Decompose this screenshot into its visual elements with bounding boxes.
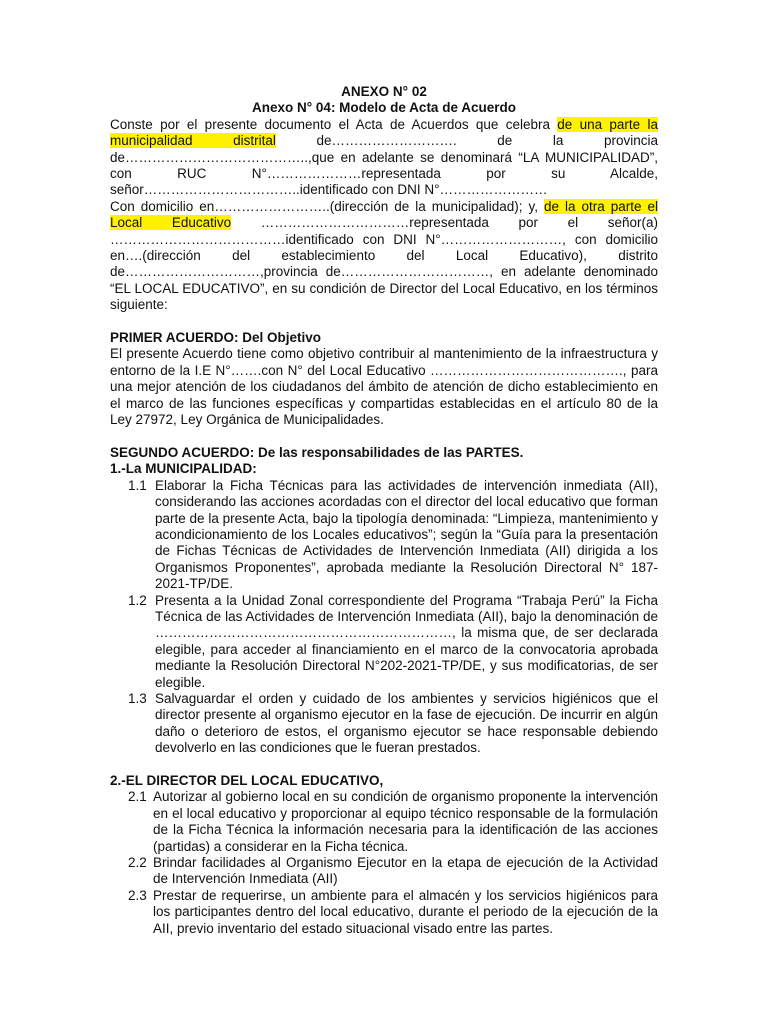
list-item xyxy=(110,789,658,855)
director-subheading: 2.-EL DIRECTOR DEL LOCAL EDUCATIVO, xyxy=(110,773,384,789)
highlight-local-educativo: de la otra parte el Local Educativo xyxy=(110,198,658,231)
item-number: 1.3 xyxy=(128,691,147,706)
list-item xyxy=(110,855,658,888)
intro-p1-text-b: de………………………. de la provincia de…………………………………..,que en adelante se denominará “LA MUNICIPALIDAD”, con RUC N°…………………representada por su Alcalde, señor……………………………..identificado con DNI N°…………………… xyxy=(110,133,658,198)
item-number: 1.1 xyxy=(128,477,147,493)
item-text: Elaborar la Ficha Técnicas para las actividades de intervención inmediata (AII), considerando las acciones acordadas con el director del local educativo que forman parte de la presente Acta, bajo la tipología denominada: “Limpieza, mantenimiento y acondicionamiento de los Locales educativos”; según la “Guía para la presentación de Fichas Técnicas de Actividades de Intervención Inmediata (AII) dirigida a los Organismos Proponentes”, aprobada mediante la Resolución Directoral N° 187-2021-TP/DE. xyxy=(155,477,658,592)
item-text: Salvaguardar el orden y cuidado de los ambientes y servicios higiénicos que el director presente al organismo ejecutor en la fase de ejecución. De incurrir en algún daño o deterioro de estos, el organismo ejecutor se hace responsable debiendo devolverlo en las condiciones que le fueran prestados. xyxy=(155,691,658,756)
item-text: Presenta a la Unidad Zonal correspondiente del Programa “Trabaja Perú” la Ficha Técnica de las Actividades de Intervención Inmediata (AII), bajo la denominación de …………………………………………………………, la misma que, de ser declarada elegible, para acceder al financiamiento en el marco de la convocatoria aprobada mediante la Resolución Directoral N°202-2021-TP/DE, y sus modificatorias, de ser elegible. xyxy=(155,592,658,690)
highlight-municipalidad: de una parte la municipalidad distrital xyxy=(110,116,658,149)
item-text: Prestar de requerirse, un ambiente para el almacén y los servicios higiénicos para los participantes dentro del local educativo, durante el periodo de la ejecución de la AII, previo inventario del estado situacional visado entre las partes. xyxy=(153,887,658,936)
item-text: Autorizar al gobierno local en su condición de organismo proponente la intervención en el local educativo y proporcionar al equipo técnico responsable de la formulación de la Ficha Técnica la información necesaria para la identificación de las acciones (partidas) a considerar en la Ficha técnica. xyxy=(153,789,658,854)
intro-paragraph-1 xyxy=(110,117,658,199)
segundo-acuerdo-heading: SEGUNDO ACUERDO: De las responsabilidades de las PARTES. xyxy=(110,444,524,460)
list-item xyxy=(110,888,658,937)
intro-paragraph-2 xyxy=(110,199,658,314)
intro-p2-text-b: ……………………………representada por el señor(a) …………………………………identificado con DNI N°………………………, con domicilio en….(dirección del establecimiento del Local Educativo), distrito de…………………………,provincia de……………………………, en adelante denominado “EL LOCAL EDUCATIVO”, en su condición de Director del Local Educativo, en los términos siguiente: xyxy=(110,215,658,313)
item-number: 2.3 xyxy=(128,887,147,903)
primer-acuerdo-heading: PRIMER ACUERDO: Del Objetivo xyxy=(110,330,322,346)
list-item xyxy=(110,593,658,691)
intro-p2-text-a: Con domicilio en……………………..(dirección de la municipalidad); y, xyxy=(110,198,544,214)
item-number: 2.1 xyxy=(128,789,147,805)
annex-title: ANEXO N° 02 xyxy=(341,84,427,99)
municipalidad-subheading: 1.-La MUNICIPALIDAD: xyxy=(110,461,257,477)
item-text: Brindar facilidades al Organismo Ejecutor en la etapa de ejecución de la Actividad de Intervención Inmediata (AII) xyxy=(153,855,658,887)
document-body xyxy=(110,84,658,937)
primer-acuerdo-text: El presente Acuerdo tiene como objetivo contribuir al mantenimiento de la infraestructura y entorno de la I.E N°…….con N° del Local Educativo ……………………………………., para una mejor atención de los ciudadanos del ámbito de atención de dicho establecimiento en el marco de las funciones específicas y compartidas establecidas en el artículo 80 de la Ley 27972, Ley Orgánica de Municipalidades. xyxy=(110,346,658,428)
intro-p1-text-a: Conste por el presente documento el Acta de Acuerdos que celebra xyxy=(110,116,558,132)
document-subtitle: Anexo N° 04: Modelo de Acta de Acuerdo xyxy=(252,100,516,116)
item-number: 2.2 xyxy=(128,855,147,871)
item-number: 1.2 xyxy=(128,592,147,608)
list-item xyxy=(110,691,658,757)
list-item xyxy=(110,478,658,593)
